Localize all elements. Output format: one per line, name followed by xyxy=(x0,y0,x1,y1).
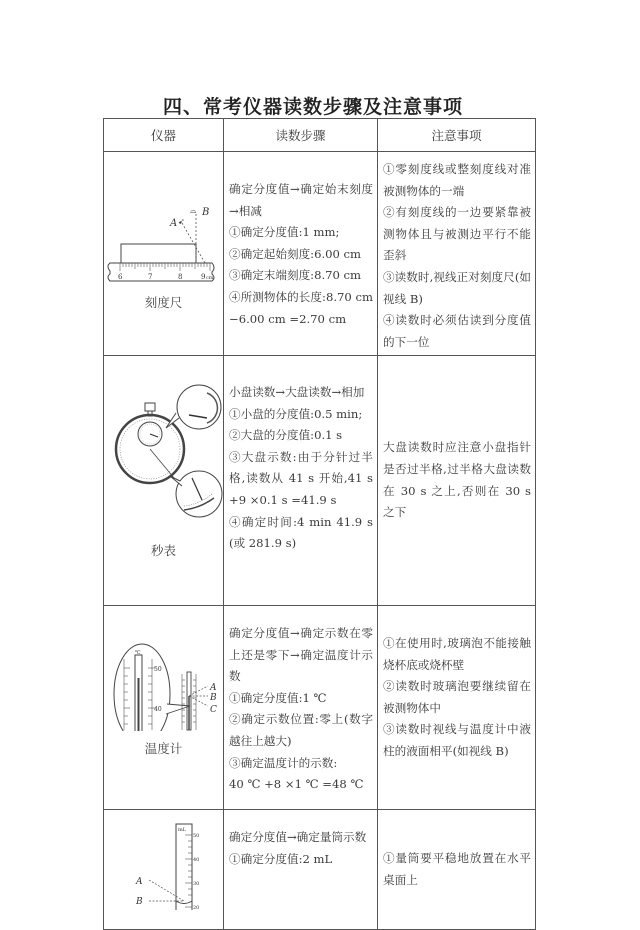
sight-label-c: C xyxy=(210,705,217,715)
note-text: ②有刻度线的一边要紧靠被测物体且与被测边平行不能歪斜 xyxy=(383,205,531,263)
ruler-tick-label: 7 xyxy=(148,273,153,281)
cylinder-illustration xyxy=(104,810,223,910)
step-text: ①确定分度值:1 mm; xyxy=(229,225,340,240)
step-text: ②确定示数位置:零上(数字越往上越大) xyxy=(229,712,373,748)
page-title: 四、常考仪器读数步骤及注意事项 xyxy=(163,96,464,118)
ruler-figure xyxy=(104,152,223,307)
note-text: ④读数时必须估读到分度值的下一位 xyxy=(383,313,531,349)
sight-label-b: B xyxy=(210,693,217,703)
step-text: ④确定时间:4 min 41.9 s (或 281.9 s) xyxy=(229,514,373,551)
step-text: ②确定起始刻度:6.00 cm xyxy=(229,246,362,261)
step-text: ①确定分度值:2 mL xyxy=(229,851,333,866)
instrument-cell xyxy=(104,152,224,356)
table-row-ruler xyxy=(104,152,536,356)
instrument-cell xyxy=(104,356,224,606)
thermometer-tick-label: 50 xyxy=(154,666,162,673)
note-text: ①零刻度线或整刻度线对准被测物体的一端 xyxy=(383,162,531,198)
header-steps: 读数步骤 xyxy=(224,119,378,152)
cylinder-tick-label: 50 xyxy=(193,833,200,839)
table-header-row xyxy=(104,119,536,152)
cylinder-tick-label: 30 xyxy=(193,881,200,887)
steps-cell xyxy=(224,152,378,356)
instrument-table xyxy=(103,118,536,930)
note-text: ①在使用时,玻璃泡不能接触烧杯底或烧杯壁 xyxy=(383,636,531,672)
cylinder-unit-label: mL xyxy=(178,827,187,833)
step-text: ③大盘示数:由于分针过半格,读数从 41 s 开始,41 s +9 ×0.1 s =41.9 s xyxy=(229,449,373,507)
sight-label-a: A xyxy=(136,877,143,887)
table-row-stopwatch xyxy=(104,356,536,606)
table-row-cylinder xyxy=(104,810,536,930)
header-notes: 注意事项 xyxy=(378,119,536,152)
cylinder-tick-label: 40 xyxy=(193,857,200,863)
instrument-cell xyxy=(104,810,224,930)
step-text: ③确定温度计的示数: xyxy=(229,755,338,770)
step-text: 40 ℃ +8 ×1 ℃ =48 ℃ xyxy=(229,777,364,792)
steps-cell xyxy=(224,356,378,606)
sight-line-c xyxy=(189,696,208,706)
table-row-thermometer xyxy=(104,606,536,810)
thermometer-tick-label: 40 xyxy=(154,706,162,713)
step-text: 小盘读数→大盘读数→相加 xyxy=(229,385,365,399)
note-text: ②读数时玻璃泡要继续留在被测物体中 xyxy=(383,679,531,715)
instrument-name: 温度计 xyxy=(144,741,183,756)
sight-line-a xyxy=(189,686,208,696)
eye-icon: ⌓ xyxy=(190,206,197,215)
note-text: ③读数时,视线正对刻度尺(如视线 B) xyxy=(383,269,531,306)
instrument-cell xyxy=(104,606,224,810)
instrument-name: 秒表 xyxy=(150,543,176,558)
sight-line-a xyxy=(182,223,205,263)
cylinder-figure xyxy=(104,810,223,910)
notes-cell xyxy=(378,152,536,356)
sight-label-b: B xyxy=(136,897,143,907)
ruler-ticks xyxy=(120,263,210,271)
notes-cell xyxy=(378,606,536,810)
sight-line-a xyxy=(149,880,184,901)
ruler-illustration xyxy=(104,152,223,307)
sight-label-b: B xyxy=(202,207,210,218)
thermometer-illustration xyxy=(104,606,223,731)
ruler-tick-label: 9 xyxy=(201,273,206,281)
step-text: 确定分度值→确定示数在零上还是零下→确定温度计示数 xyxy=(229,626,373,684)
ruler-tick-label: 6 xyxy=(118,273,123,281)
step-text: ④所测物体的长度:8.70 cm −6.00 cm =2.70 cm xyxy=(229,289,373,326)
thermometer-unit-label: ℃ xyxy=(135,650,141,656)
ruler-unit-label: cm xyxy=(206,275,214,281)
notes-cell xyxy=(378,810,536,930)
note-text: 大盘读数时应注意小盘指针是否过半格,过半格大盘读数在 30 s 之上,否则在 30 s 之下 xyxy=(383,440,531,520)
stopwatch-figure xyxy=(104,356,223,541)
ruler-tick-label: 8 xyxy=(178,273,183,281)
steps-cell xyxy=(224,810,378,930)
notes-cell xyxy=(378,356,536,606)
eye-icon: ➹ xyxy=(178,217,185,226)
step-text: 确定分度值→确定始末刻度→相减 xyxy=(229,182,373,218)
step-text: ②大盘的分度值:0.1 s xyxy=(229,428,343,443)
sight-label-a: A xyxy=(210,683,217,693)
instrument-name: 刻度尺 xyxy=(144,295,183,310)
step-text: 确定分度值→确定量筒示数 xyxy=(229,830,367,844)
cylinder-tick-label: 20 xyxy=(193,905,200,910)
step-text: ①确定分度值:1 ℃ xyxy=(229,690,327,705)
note-text: ③读数时视线与温度计中液柱的液面相平(如视线 B) xyxy=(383,722,531,758)
steps-cell xyxy=(224,606,378,810)
sight-label-a: A xyxy=(170,218,178,229)
step-text: ③确定末端刻度:8.70 cm xyxy=(229,268,362,283)
step-text: ①小盘的分度值:0.5 min; xyxy=(229,406,363,421)
header-instrument: 仪器 xyxy=(104,119,224,152)
note-text: ①量筒要平稳地放置在水平桌面上 xyxy=(383,851,531,887)
stopwatch-illustration xyxy=(104,356,223,541)
thermometer-figure xyxy=(104,606,223,731)
